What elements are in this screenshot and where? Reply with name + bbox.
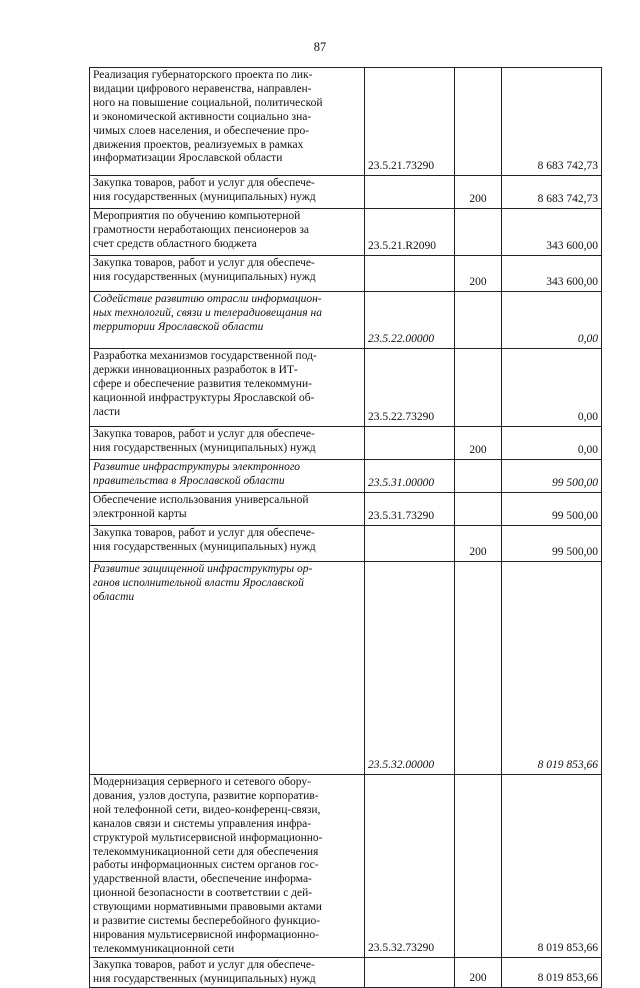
row-name-line: держки инновационных разработок в ИТ- — [93, 363, 298, 376]
amount-cell: 99 500,00 — [502, 460, 602, 493]
row-name-cell — [90, 176, 365, 209]
row-name-cell — [90, 68, 365, 176]
row-name-line: и развитие системы бесперебойного функцио- — [93, 915, 321, 928]
row-name-line: Мероприятия по обучению компьютерной — [93, 210, 301, 222]
row-name-line: ния государственных (муниципальных) нужд — [93, 441, 316, 454]
row-name-cell — [90, 292, 365, 349]
row-name-line: движения проектов, реализуемых в рамках — [93, 138, 304, 151]
table-row — [90, 493, 602, 526]
expense-kind-cell: 200 — [455, 256, 502, 292]
target-article-cell: 23.5.31.73290 — [365, 493, 455, 526]
amount-cell: 8 683 742,73 — [502, 68, 602, 176]
target-article-cell: 23.5.22.00000 — [365, 292, 455, 349]
row-name-cell — [90, 256, 365, 292]
row-name-cell — [90, 427, 365, 460]
row-name-line: Обеспечение использования универсальной — [93, 494, 309, 506]
row-name-line: кационной инфраструктуры Ярославской об- — [93, 391, 315, 404]
row-name-cell — [90, 493, 365, 526]
row-name-line: электронной карты — [93, 507, 187, 520]
table-row — [90, 256, 602, 292]
row-name-cell — [90, 460, 365, 493]
expense-kind-cell — [455, 562, 502, 775]
row-name-line: ния государственных (муниципальных) нужд — [93, 190, 316, 203]
amount-cell: 99 500,00 — [502, 493, 602, 526]
row-name-line: ной телефонной сети, видео-конференц-связи, — [93, 803, 321, 816]
amount-cell: 0,00 — [502, 349, 602, 427]
expense-kind-cell — [455, 349, 502, 427]
target-article-cell — [365, 957, 455, 987]
row-name-line: Закупка товаров, работ и услуг для обеспече- — [93, 428, 315, 440]
row-name-line: Развитие защищенной инфраструктуры ор- — [93, 563, 313, 575]
page-number: 87 — [313, 40, 327, 54]
budget-table-body — [90, 68, 602, 988]
table-row — [90, 957, 602, 987]
row-name-line: структурой мультисервисной информационно- — [93, 831, 323, 844]
target-article-cell — [365, 256, 455, 292]
target-article-cell: 23.5.32.00000 — [365, 562, 455, 775]
target-article-cell: 23.5.22.73290 — [365, 349, 455, 427]
row-name-line: информатизации Ярославской области — [93, 152, 283, 165]
expense-kind-cell — [455, 493, 502, 526]
row-name-line: Закупка товаров, работ и услуг для обеспече- — [93, 177, 315, 189]
row-name-cell — [90, 526, 365, 562]
expense-kind-cell — [455, 68, 502, 176]
row-name-cell — [90, 775, 365, 958]
table-row — [90, 209, 602, 256]
expense-kind-cell: 200 — [455, 526, 502, 562]
expense-kind-cell: 200 — [455, 957, 502, 987]
row-name-line: работы информационных систем органов гос- — [93, 859, 319, 872]
table-row — [90, 526, 602, 562]
row-name-line: дования, узлов доступа, развитие корпоратив- — [93, 789, 319, 802]
row-name-line: ния государственных (муниципальных) нужд — [93, 270, 316, 283]
row-name-line: Разработка механизмов государственной под- — [93, 350, 317, 362]
row-name-line: ного на повышение социальной, политической — [93, 96, 323, 109]
expense-kind-cell — [455, 292, 502, 349]
row-name-line: Закупка товаров, работ и услуг для обеспече- — [93, 257, 315, 269]
amount-cell: 0,00 — [502, 427, 602, 460]
amount-cell: 8 019 853,66 — [502, 562, 602, 775]
table-row — [90, 562, 602, 775]
amount-cell: 343 600,00 — [502, 256, 602, 292]
row-name-line: Развитие инфраструктуры электронного — [93, 461, 301, 473]
target-article-cell — [365, 427, 455, 460]
table-row — [90, 349, 602, 427]
row-name-line: нирования мультисервисной информационно- — [93, 928, 319, 941]
row-name-cell — [90, 562, 365, 775]
target-article-cell: 23.5.31.00000 — [365, 460, 455, 493]
amount-cell: 8 019 853,66 — [502, 957, 602, 987]
row-name-line: Модернизация серверного и сетевого обору- — [93, 776, 311, 788]
row-name-line: чимых слоев населения, и обеспечение про- — [93, 124, 310, 137]
expense-kind-cell: 200 — [455, 427, 502, 460]
row-name-line: телекоммуникационной сети для обеспечения — [93, 845, 319, 858]
table-row — [90, 292, 602, 349]
row-name-line: области — [93, 590, 135, 603]
expense-kind-cell: 200 — [455, 176, 502, 209]
row-name-line: Содействие развитию отрасли информацион- — [93, 293, 322, 305]
amount-cell: 0,00 — [502, 292, 602, 349]
expense-kind-cell — [455, 775, 502, 958]
row-name-line: ствующими нормативными правовыми актами — [93, 901, 322, 914]
table-row — [90, 68, 602, 176]
row-name-line: Закупка товаров, работ и услуг для обеспече- — [93, 958, 315, 971]
row-name-line: территории Ярославской области — [93, 320, 264, 333]
target-article-cell: 23.5.21.R2090 — [365, 209, 455, 256]
row-name-line: ционной безопасности в соответствии с дей- — [93, 887, 313, 900]
budget-table — [89, 67, 602, 988]
row-name-line: счет средств областного бюджета — [93, 237, 257, 250]
row-name-line: телекоммуникационной сети — [93, 942, 235, 955]
amount-cell: 8 683 742,73 — [502, 176, 602, 209]
table-row — [90, 460, 602, 493]
table-row — [90, 427, 602, 460]
row-name-line: и экономической активности социально зна- — [93, 110, 312, 123]
row-name-line: ния государственных (муниципальных) нужд — [93, 972, 316, 985]
row-name-line: ударственной власти, обеспечение информа- — [93, 873, 312, 886]
row-name-line: каналов связи и системы управления инфра- — [93, 817, 312, 830]
row-name-line: ганов исполнительной власти Ярославской — [93, 576, 304, 589]
amount-cell: 8 019 853,66 — [502, 775, 602, 958]
table-row — [90, 176, 602, 209]
row-name-cell — [90, 957, 365, 987]
row-name-line: грамотности неработающих пенсионеров за — [93, 223, 310, 236]
table-row — [90, 775, 602, 958]
row-name-line: ных технологий, связи и телерадиовещания на — [93, 306, 322, 319]
row-name-line: ния государственных (муниципальных) нужд — [93, 540, 316, 553]
expense-kind-cell — [455, 460, 502, 493]
row-name-line: Реализация губернаторского проекта по лик- — [93, 69, 313, 81]
row-name-line: видации цифрового неравенства, направлен- — [93, 82, 312, 95]
target-article-cell: 23.5.21.73290 — [365, 68, 455, 176]
target-article-cell — [365, 526, 455, 562]
row-name-line: правительства в Ярославской области — [93, 474, 285, 487]
expense-kind-cell — [455, 209, 502, 256]
row-name-line: Закупка товаров, работ и услуг для обеспече- — [93, 527, 315, 539]
row-name-cell — [90, 349, 365, 427]
target-article-cell — [365, 176, 455, 209]
amount-cell: 99 500,00 — [502, 526, 602, 562]
row-name-line: сфере и обеспечение развития телекоммуни- — [93, 377, 312, 390]
amount-cell: 343 600,00 — [502, 209, 602, 256]
target-article-cell: 23.5.32.73290 — [365, 775, 455, 958]
row-name-line: ласти — [93, 405, 121, 418]
row-name-cell — [90, 209, 365, 256]
